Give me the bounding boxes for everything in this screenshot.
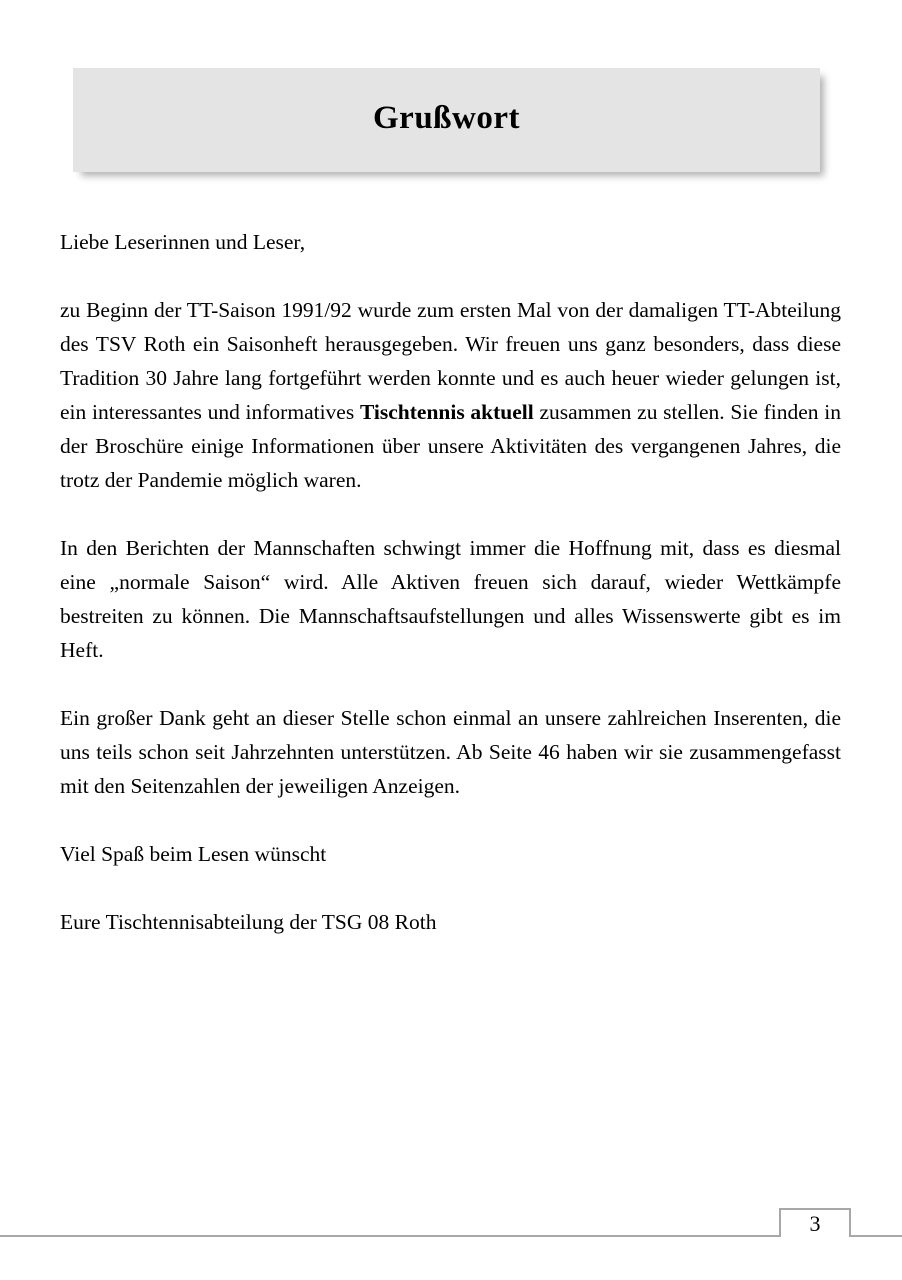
closing-line: Viel Spaß beim Lesen wünscht xyxy=(60,842,327,866)
title-banner xyxy=(73,68,820,172)
page-title: Grußwort xyxy=(373,99,520,136)
document-body xyxy=(60,225,841,939)
paragraph-spacer xyxy=(60,259,841,293)
paragraph-team-reports: In den Berichten der Mannschaften schwingt immer die Hoffnung mit, dass es diesmal eine „normale Saison“ wird. Alle Aktiven freuen sich darauf, wieder Wettkämpfe bestreiten zu können. Die Mannschaftsaufstellungen und alles Wissenswerte gibt es im Heft. xyxy=(60,536,841,662)
salutation-line: Liebe Leserinnen und Leser, xyxy=(60,230,306,254)
paragraph-intro-text-after-emphasis: zusammen zu stellen. Sie finden in der Broschüre einige Informationen über unsere Aktivitäten des vergangenen Jahres, die trotz der Pandemie möglich waren. xyxy=(60,400,841,492)
signature-line: Eure Tischtennisabteilung der TSG 08 Roth xyxy=(60,910,437,934)
paragraph-spacer xyxy=(60,803,841,837)
paragraph-spacer xyxy=(60,497,841,531)
page-number: 3 xyxy=(809,1211,821,1236)
paragraph-spacer xyxy=(60,667,841,701)
paragraph-intro-text-before-emphasis: zu Beginn der TT-Saison 1991/92 wurde zum ersten Mal von der damaligen TT-Abteilung des TSV Roth ein Saisonheft herausgegeben. Wir freuen uns ganz besonders, dass diese Tradition 30 Jahre lang fortgeführt werden konnte und es auch heuer wieder gelungen ist, ein interessantes und informatives xyxy=(60,298,841,424)
paragraph-spacer xyxy=(60,871,841,905)
page-number-box xyxy=(779,1208,851,1237)
paragraph-intro xyxy=(60,293,841,497)
emphasis-tischtennis-aktuell: Tischtennis aktuell xyxy=(359,400,534,424)
footer-rule xyxy=(0,1235,902,1237)
paragraph-advertisers-thanks: Ein großer Dank geht an dieser Stelle schon einmal an unsere zahlreichen Inserenten, die uns teils schon seit Jahrzehnten unterstützen. Ab Seite 46 haben wir sie zusammengefasst mit den Seitenzahlen der jeweiligen Anzeigen. xyxy=(60,706,841,798)
